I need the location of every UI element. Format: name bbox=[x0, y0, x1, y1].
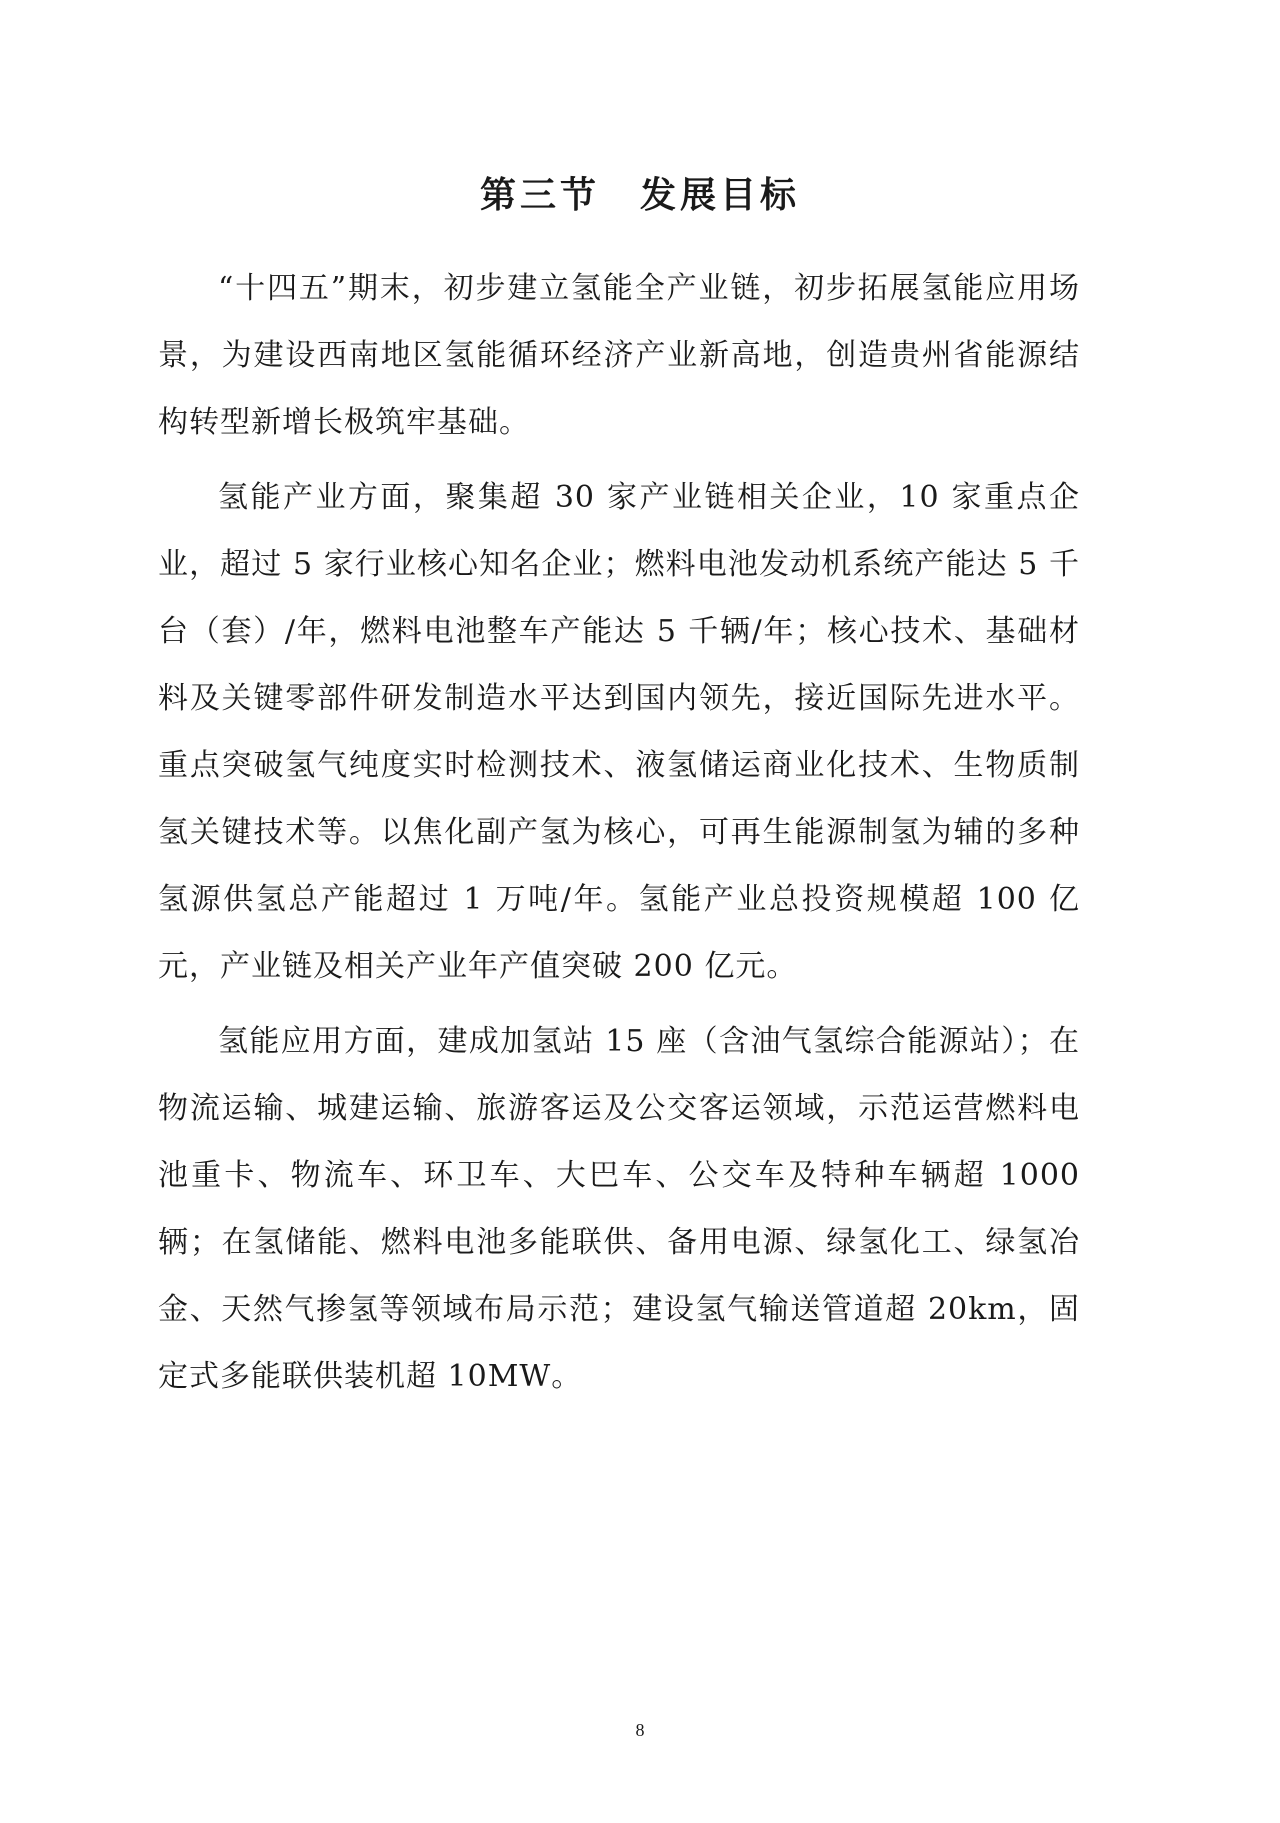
section-number: 第三节 bbox=[479, 175, 600, 216]
section-heading-text: 发展目标 bbox=[640, 175, 801, 216]
paragraph-industry-goals: 氢能产业方面，聚集超 30 家产业链相关企业，10 家重点企业，超过 5 家行业核心知名企业；燃料电池发动机系统产能达 5 千台（套）/年，燃料电池整车产能达 5 千辆/年；核心技术、基础材料及关键零部件研发制造水平达到国内领先，接近国际先进水平。重点突破氢气纯度实时检测技术、液氢储运商业化技术、生物质制氢关键技术等。以焦化副产氢为核心，可再生能源制氢为辅的多种氢源供氢总产能超过 1 万吨/年。氢能产业总投资规模超 100 亿元，产业链及相关产业年产值突破 200 亿元。 bbox=[158, 480, 1080, 984]
document-body bbox=[158, 255, 1080, 1418]
paragraph-overview: “十四五”期末，初步建立氢能全产业链，初步拓展氢能应用场景，为建设西南地区氢能循环经济产业新高地，创造贵州省能源结构转型新增长极筑牢基础。 bbox=[158, 271, 1080, 440]
section-title bbox=[0, 172, 1280, 220]
page-number: 8 bbox=[635, 1720, 645, 1740]
paragraph-application-goals: 氢能应用方面，建成加氢站 15 座（含油气氢综合能源站）；在物流运输、城建运输、旅游客运及公交客运领域，示范运营燃料电池重卡、物流车、环卫车、大巴车、公交车及特种车辆超 1000 辆；在氢储能、燃料电池多能联供、备用电源、绿氢化工、绿氢冶金、天然气掺氢等领域布局示范；建设氢气输送管道超 20km，固定式多能联供装机超 10MW。 bbox=[158, 1024, 1080, 1394]
